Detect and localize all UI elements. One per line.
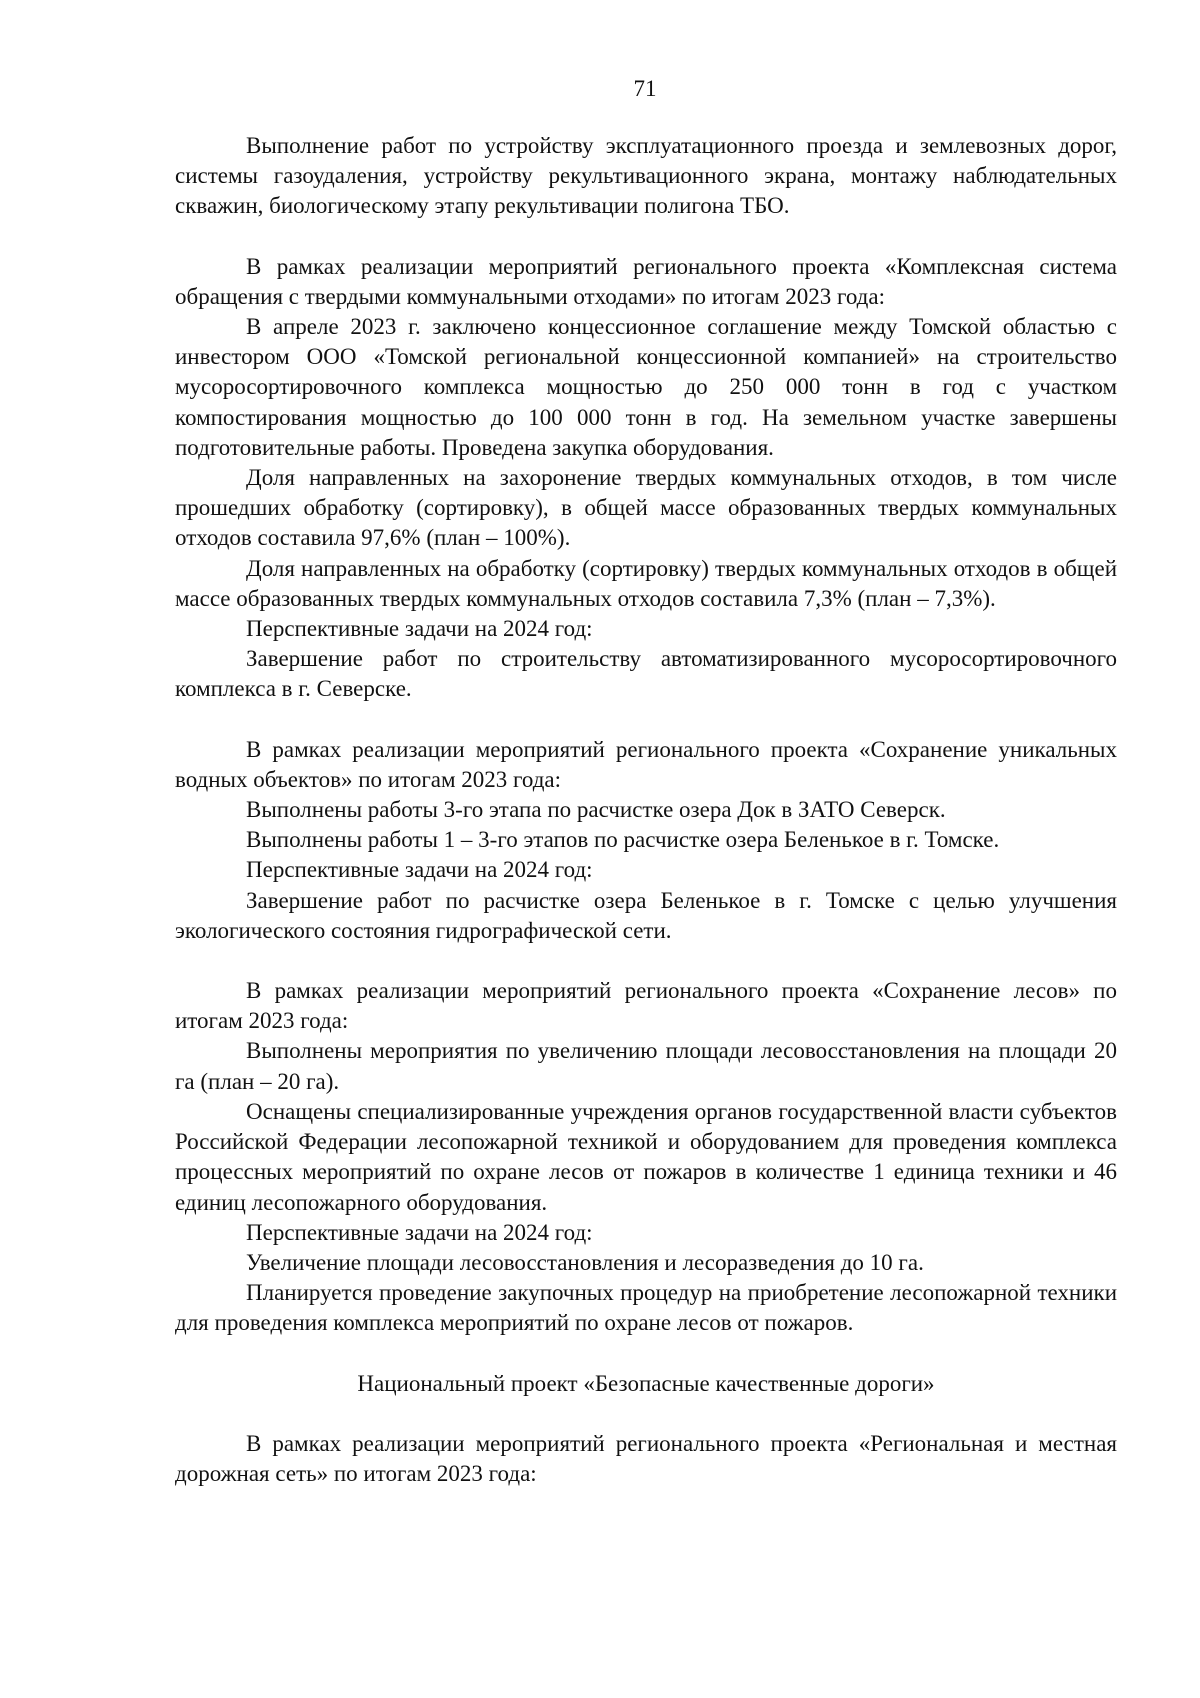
paragraph-roads-project-intro: В рамках реализации мероприятий регионального проекта «Региональная и местная дорожная сеть» по итогам 2023 года: [175,1430,1117,1486]
paragraph-reforestation-task: Увеличение площади лесовосстановления и лесоразведения до 10 га. [246,1249,924,1275]
paragraph-tasks-label: Перспективные задачи на 2024 год: [246,616,593,642]
paragraph-water-project-intro: В рамках реализации мероприятий регионального проекта «Сохранение уникальных водных объектов» по итогам 2023 года: [175,736,1117,792]
section-heading-roads: Национальный проект «Безопасные качественные дороги» [357,1370,935,1396]
paragraph-concession-agreement: В апреле 2023 г. заключено концессионное соглашение между Томской областью с инвестором ООО «Томской региональной концессионной компанией» на строительство мусоросортировочного комплекса мощностью до 250 000 тонн в год с участком компостирования мощностью до 100 000 тонн в год. На земельном участке завершены подготовительные работы. Проведена закупка оборудования. [175,314,1117,460]
paragraph-processing-share: Доля направленных на обработку (сортировку) твердых коммунальных отходов в общей массе образованных твердых коммунальных отходов составила 7,3% (план – 7,3%). [175,555,1117,611]
spacer [175,946,1117,976]
paragraph-waste-project-intro: В рамках реализации мероприятий регионального проекта «Комплексная система обращения с твердыми коммунальными отходами» по итогам 2023 года: [175,253,1117,309]
paragraph-procurement-task: Планируется проведение закупочных процедур на приобретение лесопожарной техники для проведения комплекса мероприятий по охране лесов от пожаров. [175,1280,1117,1336]
paragraph-lake-dok: Выполнены работы 3-го этапа по расчистке озера Док в ЗАТО Северск. [246,797,946,823]
paragraph-tasks-label: Перспективные задачи на 2024 год: [246,857,593,883]
spacer [175,705,1117,735]
paragraph-landfill-share: Доля направленных на захоронение твердых коммунальных отходов, в том числе прошедших обработку (сортировку), в общей массе образованных твердых коммунальных отходов составила 97,6% (план – 100%). [175,465,1117,551]
paragraph-tasks-label: Перспективные задачи на 2024 год: [246,1219,593,1245]
document-body [175,131,1117,1489]
paragraph-lake-task: Завершение работ по расчистке озера Беленькое в г. Томске с целью улучшения экологического состояния гидрографической сети. [175,887,1117,943]
paragraph-sorting-complex-task: Завершение работ по строительству автоматизированного мусоросортировочного комплекса в г. Северске. [175,646,1117,702]
spacer [175,1399,1117,1429]
paragraph-fire-equipment: Оснащены специализированные учреждения органов государственной власти субъектов Российской Федерации лесопожарной техникой и оборудованием для проведения комплекса процессных мероприятий по охране лесов от пожаров в количестве 1 единица техники и 46 единиц лесопожарного оборудования. [175,1098,1117,1215]
paragraph-lake-belenkoe: Выполнены работы 1 – 3-го этапов по расчистке озера Беленькое в г. Томске. [246,827,1000,853]
paragraph-reforestation: Выполнены мероприятия по увеличению площади лесовосстановления на площади 20 га (план – 20 га). [175,1038,1117,1094]
spacer [175,1339,1117,1369]
page-number: 71 [633,76,657,101]
paragraph-forest-project-intro: В рамках реализации мероприятий регионального проекта «Сохранение лесов» по итогам 2023 года: [175,978,1117,1034]
paragraph-landfill-works: Выполнение работ по устройству эксплуатационного проезда и землевозных дорог, системы газоудаления, устройству рекультивационного экрана, монтажу наблюдательных скважин, биологическому этапу рекультивации полигона ТБО. [175,133,1117,219]
spacer [175,222,1117,252]
